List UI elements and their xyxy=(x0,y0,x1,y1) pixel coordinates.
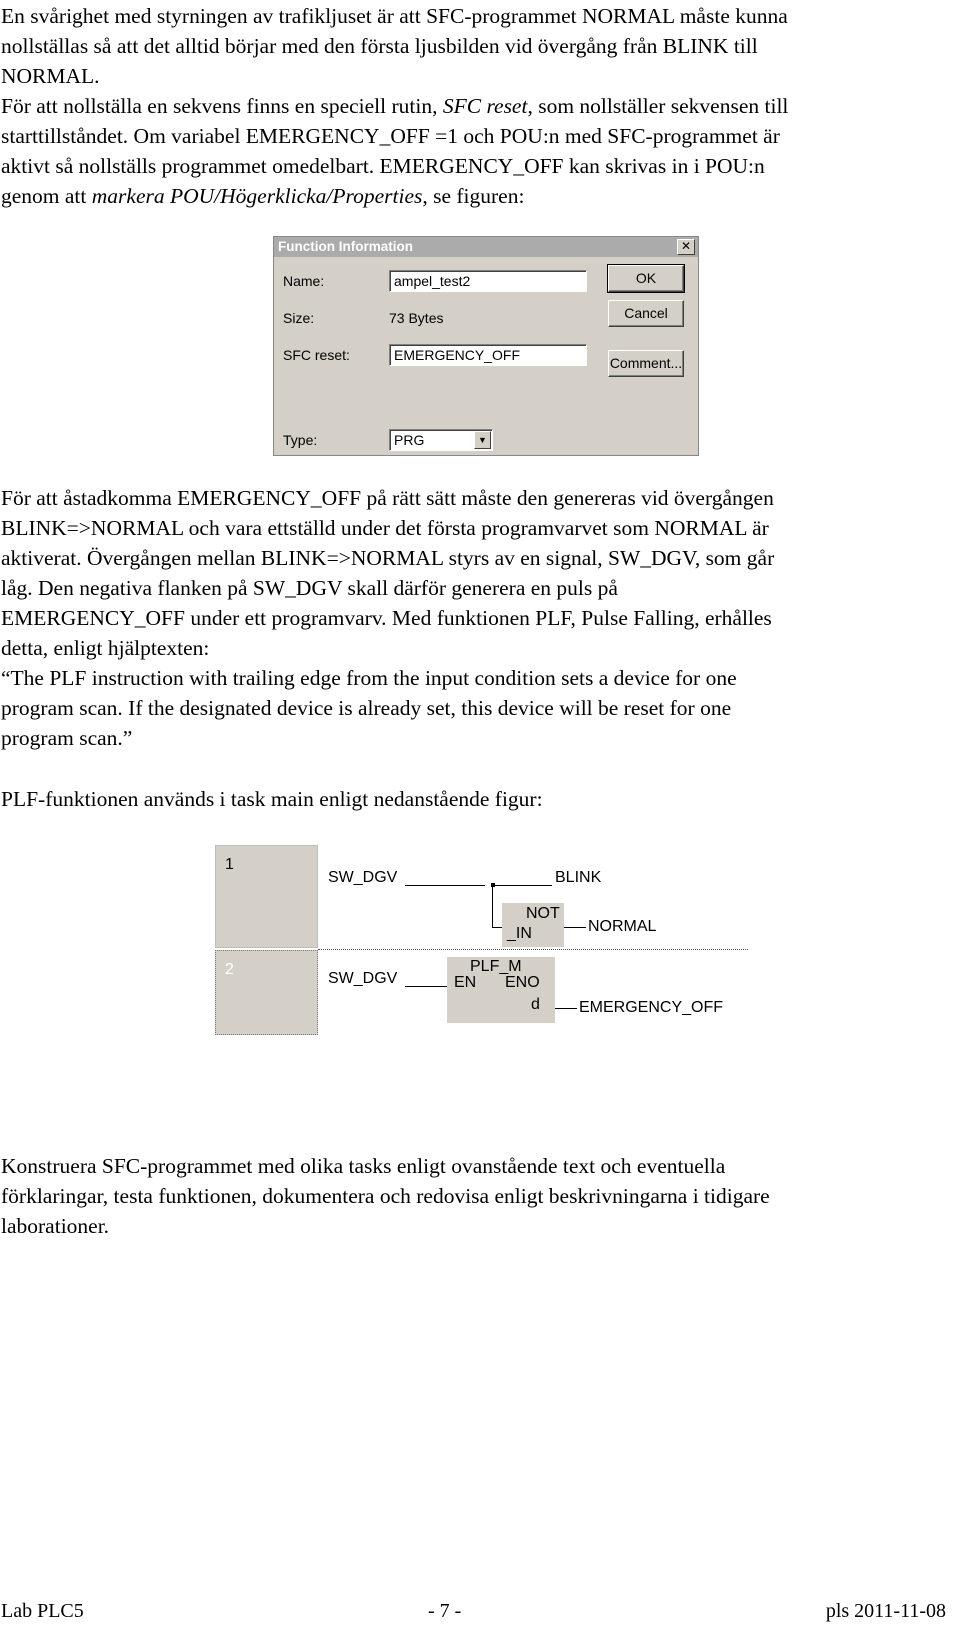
task-paragraph xyxy=(1,1151,956,1241)
cancel-button[interactable]: Cancel xyxy=(608,300,684,327)
rung-1-number-cell xyxy=(215,845,318,948)
ok-button[interactable]: OK xyxy=(608,265,684,292)
footer-right: pls 2011-11-08 xyxy=(825,1600,946,1622)
italic-term: SFC reset xyxy=(442,94,528,118)
ladder-diagram xyxy=(215,845,760,1035)
rung-2-input-label: SW_DGV xyxy=(328,970,398,987)
text-line: aktiverat. Övergången mellan BLINK=>NORMAL styrs av en signal, SW_DGV, som går xyxy=(1,546,775,570)
rung-1-wire xyxy=(492,885,552,886)
text-line: En svårighet med styrningen av trafikljuset är att SFC-programmet NORMAL måste kunna xyxy=(1,4,788,28)
text-line: PLF-funktionen används i task main enligt nedanstående figur: xyxy=(1,787,543,811)
quote-line: program scan.” xyxy=(1,726,133,750)
function-information-dialog xyxy=(273,236,699,456)
rung-1-branch-wire xyxy=(492,885,493,927)
rung-1-wire xyxy=(405,885,485,886)
text-line: förklaringar, testa funktionen, dokumentera och redovisa enligt beskrivningarna i tidigare xyxy=(1,1184,770,1208)
normal-output-label: NORMAL xyxy=(588,918,657,935)
type-label: Type: xyxy=(283,432,318,448)
text-line: För att åstadkomma EMERGENCY_OFF på rätt sätt måste den genereras vid övergången xyxy=(1,486,774,510)
rung-2-number: 2 xyxy=(225,961,234,978)
figure-intro xyxy=(1,784,956,814)
text-segment: , se figuren: xyxy=(422,184,525,208)
not-block-label: NOT xyxy=(526,905,560,922)
text-line: Konstruera SFC-programmet med olika tasks enligt ovanstående text och eventuella xyxy=(1,1154,726,1178)
plf-en-pin: EN xyxy=(454,974,477,991)
blink-output-label: BLINK xyxy=(555,869,602,886)
sfc-reset-field[interactable]: EMERGENCY_OFF xyxy=(389,344,587,366)
name-field[interactable]: ampel_test2 xyxy=(389,270,587,292)
text-line: starttillståndet. Om variabel EMERGENCY_OFF =1 och POU:n med SFC-programmet är xyxy=(1,124,780,148)
rung-separator xyxy=(318,949,748,950)
rung-1-wire xyxy=(564,927,586,928)
text-line: BLINK=>NORMAL och vara ettställd under det första programvarvet som NORMAL är xyxy=(1,516,769,540)
explanation-paragraph xyxy=(1,483,956,753)
emergency-off-output-label: EMERGENCY_OFF xyxy=(579,999,724,1016)
rung-2-number-cell xyxy=(215,950,318,1035)
text-line: låg. Den negativa flanken på SW_DGV skall därför generera en puls på xyxy=(1,576,618,600)
size-label: Size: xyxy=(283,310,315,326)
text-segment: genom att xyxy=(1,184,92,208)
size-value: 73 Bytes xyxy=(389,310,444,326)
comment-button[interactable]: Comment... xyxy=(608,350,684,377)
plf-block-name: PLF_M xyxy=(470,958,522,975)
rung-1-number: 1 xyxy=(225,856,234,873)
sfc-reset-label: SFC reset: xyxy=(283,347,350,363)
type-select[interactable] xyxy=(389,429,493,451)
quote-line: program scan. If the designated device is already set, this device will be reset for one xyxy=(1,696,732,720)
text-line xyxy=(1,181,956,211)
page-number: - 7 - xyxy=(428,1600,462,1622)
not-block-input: _IN xyxy=(507,925,532,942)
italic-term: markera POU/Högerklicka/Properties xyxy=(91,184,423,208)
footer-left: Lab PLC5 xyxy=(1,1600,84,1622)
text-line xyxy=(1,91,956,121)
rung-2-wire xyxy=(555,1008,577,1009)
plf-eno-pin: ENO xyxy=(505,974,540,991)
text-segment: , som nollställer sekvensen till xyxy=(527,94,789,118)
text-line: laborationer. xyxy=(1,1214,110,1238)
rung-1-input-label: SW_DGV xyxy=(328,869,398,886)
text-line: nollställas så att det alltid börjar med den första ljusbilden vid övergång från BLINK till xyxy=(1,34,758,58)
rung-2-wire xyxy=(405,986,447,987)
dialog-titlebar xyxy=(274,237,698,257)
type-select-value: PRG xyxy=(394,432,425,448)
text-segment: För att nollställa en sekvens finns en speciell rutin, xyxy=(1,94,443,118)
quote-line: “The PLF instruction with trailing edge from the input condition sets a device for one xyxy=(1,666,737,690)
text-line: EMERGENCY_OFF under ett programvarv. Med funktionen PLF, Pulse Falling, erhålles xyxy=(1,606,772,630)
intro-paragraph xyxy=(1,1,956,211)
close-icon[interactable]: ✕ xyxy=(677,239,695,255)
name-label: Name: xyxy=(283,273,325,289)
text-line: aktivt så nollställs programmet omedelbart. EMERGENCY_OFF kan skrivas in i POU:n xyxy=(1,154,765,178)
text-line: detta, enligt hjälptexten: xyxy=(1,636,210,660)
plf-d-pin: d xyxy=(531,996,540,1013)
rung-1-branch-wire xyxy=(492,927,502,928)
dialog-title: Function Information xyxy=(278,239,413,254)
text-line: NORMAL. xyxy=(1,64,100,88)
chevron-down-icon[interactable]: ▼ xyxy=(474,431,491,449)
